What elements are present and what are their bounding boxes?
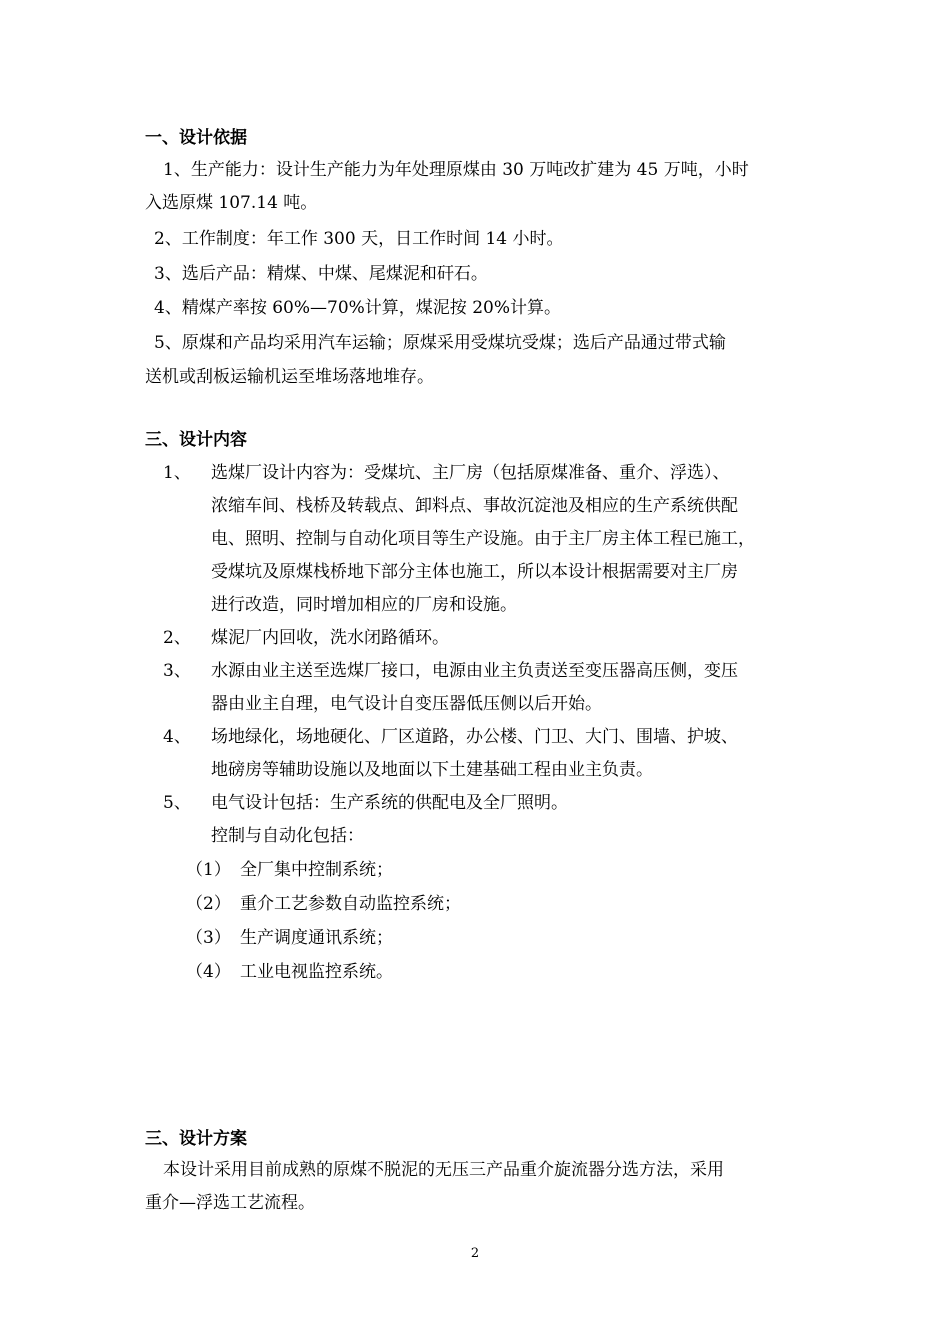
content-item-1-line-3: 电、照明、控制与自动化项目等生产设施。由于主厂房主体工程已施工， [211,529,755,549]
control-subitem-3-text: 生产调度通讯系统； [240,928,393,948]
control-subitem-1-number: （1） [186,860,231,880]
content-item-5-number: 5、 [163,793,191,813]
section-heading-design-basis: 一、设计依据 [145,128,247,148]
control-subitem-2-number: （2） [186,894,231,914]
basis-item-2: 2、工作制度：年工作 300 天，日工作时间 14 小时。 [154,229,564,249]
control-subitem-4-text: 工业电视监控系统。 [240,962,393,982]
basis-item-3: 3、选后产品：精煤、中煤、尾煤泥和矸石。 [154,264,488,284]
content-item-4-number: 4、 [163,727,191,747]
control-subitem-1-text: 全厂集中控制系统； [240,860,393,880]
content-item-2-number: 2、 [163,628,191,648]
basis-item-1-line-2: 入选原煤 107.14 吨。 [145,193,318,213]
content-item-1-line-4: 受煤坑及原煤栈桥地下部分主体也施工，所以本设计根据需要对主厂房 [211,562,738,582]
content-item-1-line-5: 进行改造，同时增加相应的厂房和设施。 [211,595,517,615]
control-subitem-2-text: 重介工艺参数自动监控系统； [240,894,461,914]
page-number: 2 [470,1246,480,1261]
content-item-5-line-1: 电气设计包括：生产系统的供配电及全厂照明。 [211,793,568,813]
content-item-1-line-1: 选煤厂设计内容为：受煤坑、主厂房（包括原煤准备、重介、浮选）、 [211,463,730,483]
content-item-3-line-2: 器由业主自理，电气设计自变压器低压侧以后开始。 [211,694,602,714]
content-item-1-line-2: 浓缩车间、栈桥及转载点、卸料点、事故沉淀池及相应的生产系统供配 [211,496,738,516]
content-item-3-number: 3、 [163,661,191,681]
content-item-1-number: 1、 [163,463,191,483]
content-item-2-line-1: 煤泥厂内回收，洗水闭路循环。 [211,628,449,648]
content-item-5-line-2: 控制与自动化包括： [211,826,364,846]
basis-item-1-line-1: 1、生产能力：设计生产能力为年处理原煤由 30 万吨改扩建为 45 万吨，小时 [163,160,749,180]
content-item-3-line-1: 水源由业主送至选煤厂接口，电源由业主负责送至变压器高压侧，变压 [211,661,738,681]
basis-item-5-line-1: 5、原煤和产品均采用汽车运输；原煤采用受煤坑受煤；选后产品通过带式输 [154,333,726,353]
control-subitem-4-number: （4） [186,962,231,982]
basis-item-4: 4、精煤产率按 60%—70%计算，煤泥按 20%计算。 [154,298,561,318]
design-plan-line-2: 重介—浮选工艺流程。 [145,1193,315,1213]
section-heading-design-plan: 三、设计方案 [145,1129,247,1149]
control-subitem-3-number: （3） [186,928,231,948]
basis-item-5-line-2: 送机或刮板运输机运至堆场落地堆存。 [145,367,434,387]
section-heading-design-content: 三、设计内容 [145,430,247,450]
content-item-4-line-1: 场地绿化，场地硬化、厂区道路，办公楼、门卫、大门、围墙、护坡、 [211,727,738,747]
design-plan-line-1: 本设计采用目前成熟的原煤不脱泥的无压三产品重介旋流器分选方法，采用 [163,1160,724,1180]
content-item-4-line-2: 地磅房等辅助设施以及地面以下土建基础工程由业主负责。 [211,760,653,780]
